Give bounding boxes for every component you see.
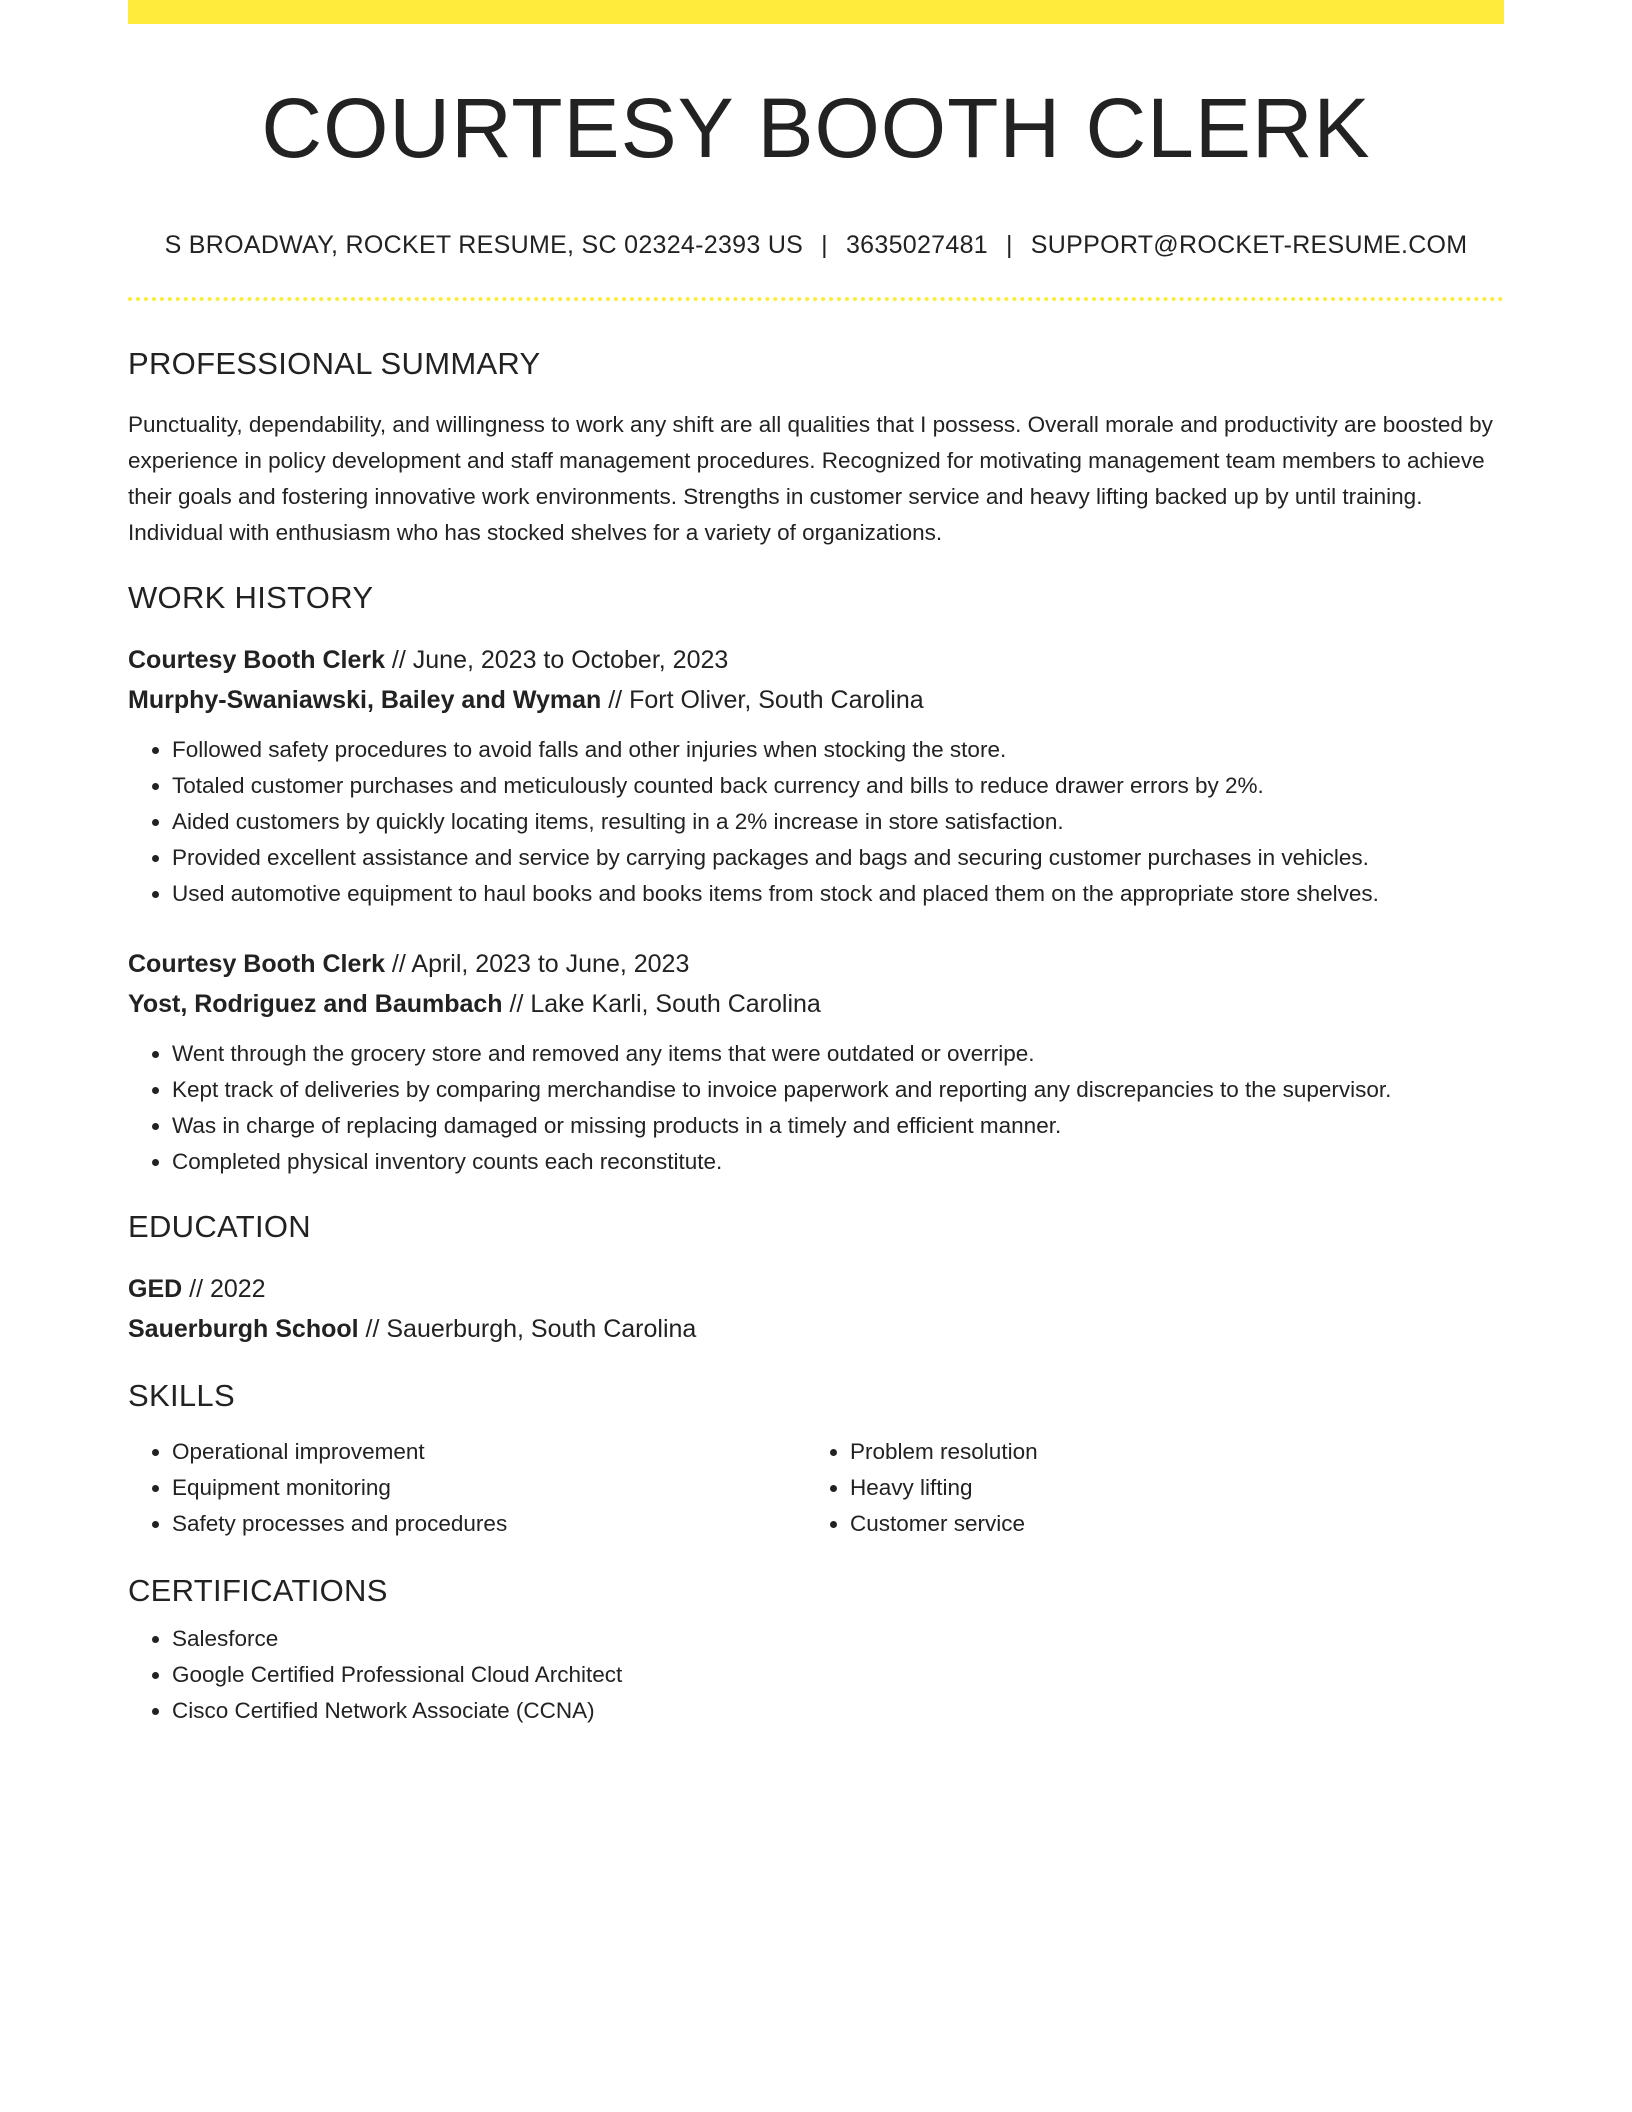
job-company-line <box>128 984 1504 1024</box>
job-role-line <box>128 944 1504 984</box>
section-title-certifications: CERTIFICATIONS <box>128 1573 388 1609</box>
school: Sauerburgh School <box>128 1314 359 1343</box>
job-location: // Fort Oliver, South Carolina <box>601 685 924 714</box>
section-title-work-history: WORK HISTORY <box>128 579 374 615</box>
section-title-education: EDUCATION <box>128 1208 311 1244</box>
separator: | <box>1006 231 1013 260</box>
resume-page <box>128 0 1504 1729</box>
school-line <box>128 1309 1504 1349</box>
separator: | <box>821 231 828 260</box>
job-location: // Lake Karli, South Carolina <box>502 989 821 1018</box>
phone: 3635027481 <box>845 231 988 260</box>
email-link[interactable]: SUPPORT@ROCKET-RESUME.COM <box>1030 231 1468 260</box>
contact-line <box>128 230 1504 260</box>
dotted-divider <box>128 297 1504 301</box>
job-company: Yost, Rodriguez and Baumbach <box>128 989 503 1018</box>
degree-line <box>128 1269 1504 1309</box>
list-item: • Completed physical inventory counts each reconstitute. <box>172 1144 1504 1180</box>
list-item: • Provided excellent assistance and service by carrying packages and bags and securing customer purchases in vehicles. <box>172 840 1504 876</box>
list-item: • Operational improvement <box>172 1434 806 1470</box>
degree: GED <box>128 1274 183 1303</box>
job-entry <box>128 640 1504 912</box>
job-bullets <box>128 732 1504 912</box>
list-item: • Google Certified Professional Cloud Architect <box>172 1657 1504 1693</box>
school-location: // Sauerburgh, South Carolina <box>358 1314 697 1343</box>
skills-grid <box>128 1434 1504 1542</box>
list-item: • Went through the grocery store and removed any items that were outdated or overripe. <box>172 1036 1504 1072</box>
list-item: • Equipment monitoring <box>172 1470 806 1506</box>
list-item: • Salesforce <box>172 1621 1504 1657</box>
degree-year: // 2022 <box>182 1274 266 1303</box>
list-item: • Problem resolution <box>850 1434 1484 1470</box>
address: S BROADWAY, ROCKET RESUME, SC 02324-2393 US <box>164 231 804 260</box>
list-item: • Heavy lifting <box>850 1470 1484 1506</box>
job-role-line <box>128 640 1504 680</box>
page-title: COURTESY BOOTH CLERK <box>261 81 1371 175</box>
job-role: Courtesy Booth Clerk <box>128 645 385 674</box>
summary-text: Punctuality, dependability, and willingness to work any shift are all qualities that I possess. Overall morale and productivity are boosted by experience in policy development and staff management procedures. Recognized for motivating management team members to achieve their goals and fostering innovative work environments. Strengths in customer service and heavy lifting backed up by until training. Individual with enthusiasm who has stocked shelves for a variety of organizations. <box>128 411 1493 545</box>
certifications-list <box>128 1621 1504 1729</box>
list-item: • Used automotive equipment to haul books and books items from stock and placed them on the appropriate store shelves. <box>172 876 1504 912</box>
list-item: • Followed safety procedures to avoid falls and other injuries when stocking the store. <box>172 732 1504 768</box>
list-item: • Aided customers by quickly locating items, resulting in a 2% increase in store satisfaction. <box>172 804 1504 840</box>
list-item: • Customer service <box>850 1506 1484 1542</box>
skills-column-right <box>806 1434 1484 1542</box>
education-entry <box>128 1269 1504 1349</box>
list-item: • Totaled customer purchases and meticulously counted back currency and bills to reduce drawer errors by 2%. <box>172 768 1504 804</box>
section-title-summary: PROFESSIONAL SUMMARY <box>128 346 541 382</box>
list-item: • Cisco Certified Network Associate (CCNA) <box>172 1693 1504 1729</box>
job-dates: // April, 2023 to June, 2023 <box>384 949 690 978</box>
skills-column-left <box>128 1434 806 1542</box>
job-entry <box>128 944 1504 1180</box>
list-item: • Was in charge of replacing damaged or missing products in a timely and efficient manner. <box>172 1108 1504 1144</box>
list-item: • Kept track of deliveries by comparing merchandise to invoice paperwork and reporting any discrepancies to the supervisor. <box>172 1072 1504 1108</box>
job-dates: // June, 2023 to October, 2023 <box>384 645 729 674</box>
accent-bar <box>128 0 1504 24</box>
job-company-line <box>128 680 1504 720</box>
list-item: • Safety processes and procedures <box>172 1506 806 1542</box>
job-role: Courtesy Booth Clerk <box>128 949 385 978</box>
job-bullets <box>128 1036 1504 1180</box>
section-title-skills: SKILLS <box>128 1377 235 1413</box>
job-company: Murphy-Swaniawski, Bailey and Wyman <box>128 685 602 714</box>
